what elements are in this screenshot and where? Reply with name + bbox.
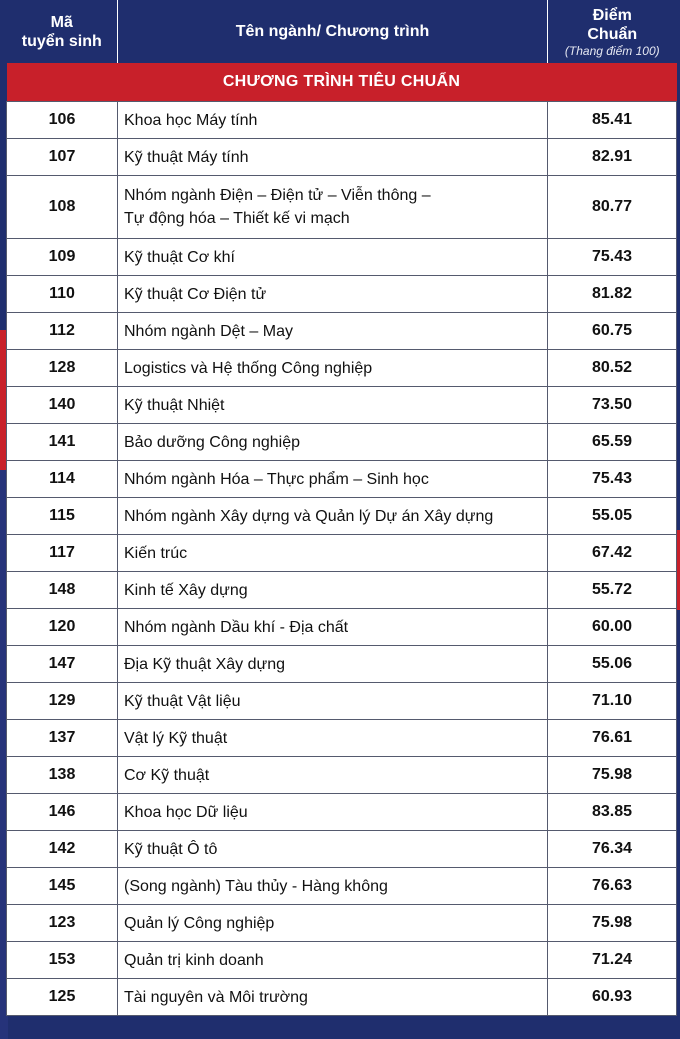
program-code: 140 (7, 387, 118, 424)
benchmark-score: 67.42 (548, 535, 677, 572)
header-name: Tên ngành/ Chương trình (118, 0, 548, 63)
benchmark-score: 71.10 (548, 683, 677, 720)
section-title: CHƯƠNG TRÌNH TIÊU CHUẨN (7, 63, 677, 102)
program-code: 148 (7, 572, 118, 609)
table-row (7, 102, 677, 139)
program-name: Khoa học Dữ liệu (118, 794, 548, 831)
table-row (7, 683, 677, 720)
benchmark-score: 71.24 (548, 942, 677, 979)
benchmark-score: 80.52 (548, 350, 677, 387)
benchmark-score: 85.41 (548, 102, 677, 139)
program-code: 107 (7, 139, 118, 176)
table-row (7, 868, 677, 905)
program-name: Nhóm ngành Dầu khí - Địa chất (118, 609, 548, 646)
benchmark-score: 83.85 (548, 794, 677, 831)
program-code: 146 (7, 794, 118, 831)
table-row (7, 461, 677, 498)
program-code: 153 (7, 942, 118, 979)
program-code: 108 (7, 176, 118, 239)
admission-scores-table (6, 0, 677, 1016)
table-row (7, 979, 677, 1016)
program-code: 145 (7, 868, 118, 905)
table-row (7, 239, 677, 276)
benchmark-score: 75.98 (548, 757, 677, 794)
program-name: Địa Kỹ thuật Xây dựng (118, 646, 548, 683)
program-name: Tài nguyên và Môi trường (118, 979, 548, 1016)
table-row (7, 905, 677, 942)
benchmark-score: 76.34 (548, 831, 677, 868)
benchmark-score: 75.43 (548, 239, 677, 276)
program-name: Bảo dưỡng Công nghiệp (118, 424, 548, 461)
program-name: Kinh tế Xây dựng (118, 572, 548, 609)
table-row (7, 276, 677, 313)
program-code: 106 (7, 102, 118, 139)
program-code: 128 (7, 350, 118, 387)
benchmark-score: 80.77 (548, 176, 677, 239)
benchmark-score: 60.00 (548, 609, 677, 646)
program-code: 125 (7, 979, 118, 1016)
table-row (7, 176, 677, 239)
program-name: Cơ Kỹ thuật (118, 757, 548, 794)
program-code: 129 (7, 683, 118, 720)
header-code-line2: tuyển sinh (21, 32, 102, 50)
table-row (7, 350, 677, 387)
table-row (7, 720, 677, 757)
header-score-line1: Điểm (592, 6, 632, 24)
benchmark-score: 65.59 (548, 424, 677, 461)
program-name: Nhóm ngành Hóa – Thực phẩm – Sinh học (118, 461, 548, 498)
table-row (7, 831, 677, 868)
benchmark-score: 82.91 (548, 139, 677, 176)
benchmark-score: 55.06 (548, 646, 677, 683)
program-name: Nhóm ngành Xây dựng và Quản lý Dự án Xây dựng (118, 498, 548, 535)
table-row (7, 942, 677, 979)
benchmark-score: 73.50 (548, 387, 677, 424)
table-row (7, 572, 677, 609)
benchmark-score: 75.43 (548, 461, 677, 498)
benchmark-score: 60.93 (548, 979, 677, 1016)
section-row (7, 63, 677, 102)
benchmark-score: 60.75 (548, 313, 677, 350)
program-code: 109 (7, 239, 118, 276)
table-row (7, 498, 677, 535)
program-name: Kỹ thuật Cơ Điện tử (118, 276, 548, 313)
benchmark-score: 75.98 (548, 905, 677, 942)
program-code: 138 (7, 757, 118, 794)
program-name: Quản lý Công nghiệp (118, 905, 548, 942)
program-name: Kiến trúc (118, 535, 548, 572)
program-code: 112 (7, 313, 118, 350)
program-code: 123 (7, 905, 118, 942)
table-row (7, 794, 677, 831)
program-name: Logistics và Hệ thống Công nghiệp (118, 350, 548, 387)
program-name: Vật lý Kỹ thuật (118, 720, 548, 757)
program-code: 117 (7, 535, 118, 572)
program-code: 142 (7, 831, 118, 868)
table-row (7, 424, 677, 461)
benchmark-score: 55.05 (548, 498, 677, 535)
table-header (7, 0, 677, 63)
program-name: Kỹ thuật Máy tính (118, 139, 548, 176)
program-code: 110 (7, 276, 118, 313)
program-name: Khoa học Máy tính (118, 102, 548, 139)
benchmark-score: 81.82 (548, 276, 677, 313)
table-body (7, 63, 677, 1016)
benchmark-score: 55.72 (548, 572, 677, 609)
program-name-line1: Nhóm ngành Điện – Điện tử – Viễn thông – (124, 187, 431, 204)
table-row (7, 646, 677, 683)
program-code: 147 (7, 646, 118, 683)
header-score-line2: Chuẩn (587, 25, 638, 43)
header-score-note: (Thang điểm 100) (564, 43, 660, 58)
program-name: Kỹ thuật Ô tô (118, 831, 548, 868)
header-code (7, 0, 118, 63)
program-code: 137 (7, 720, 118, 757)
table-row (7, 313, 677, 350)
table-row (7, 757, 677, 794)
program-name: (Song ngành) Tàu thủy - Hàng không (118, 868, 548, 905)
program-name: Kỹ thuật Nhiệt (118, 387, 548, 424)
benchmark-score: 76.63 (548, 868, 677, 905)
program-code: 115 (7, 498, 118, 535)
program-name: Nhóm ngành Dệt – May (118, 313, 548, 350)
program-name (118, 176, 548, 239)
program-code: 120 (7, 609, 118, 646)
header-score (548, 0, 677, 63)
table-row (7, 139, 677, 176)
program-name: Quản trị kinh doanh (118, 942, 548, 979)
table-row (7, 535, 677, 572)
table-row (7, 609, 677, 646)
table-row (7, 387, 677, 424)
program-name-line2: Tự động hóa – Thiết kế vi mạch (124, 210, 350, 227)
header-code-line1: Mã (50, 13, 73, 31)
benchmark-score: 76.61 (548, 720, 677, 757)
program-code: 141 (7, 424, 118, 461)
program-name: Kỹ thuật Vật liệu (118, 683, 548, 720)
program-code: 114 (7, 461, 118, 498)
program-name: Kỹ thuật Cơ khí (118, 239, 548, 276)
